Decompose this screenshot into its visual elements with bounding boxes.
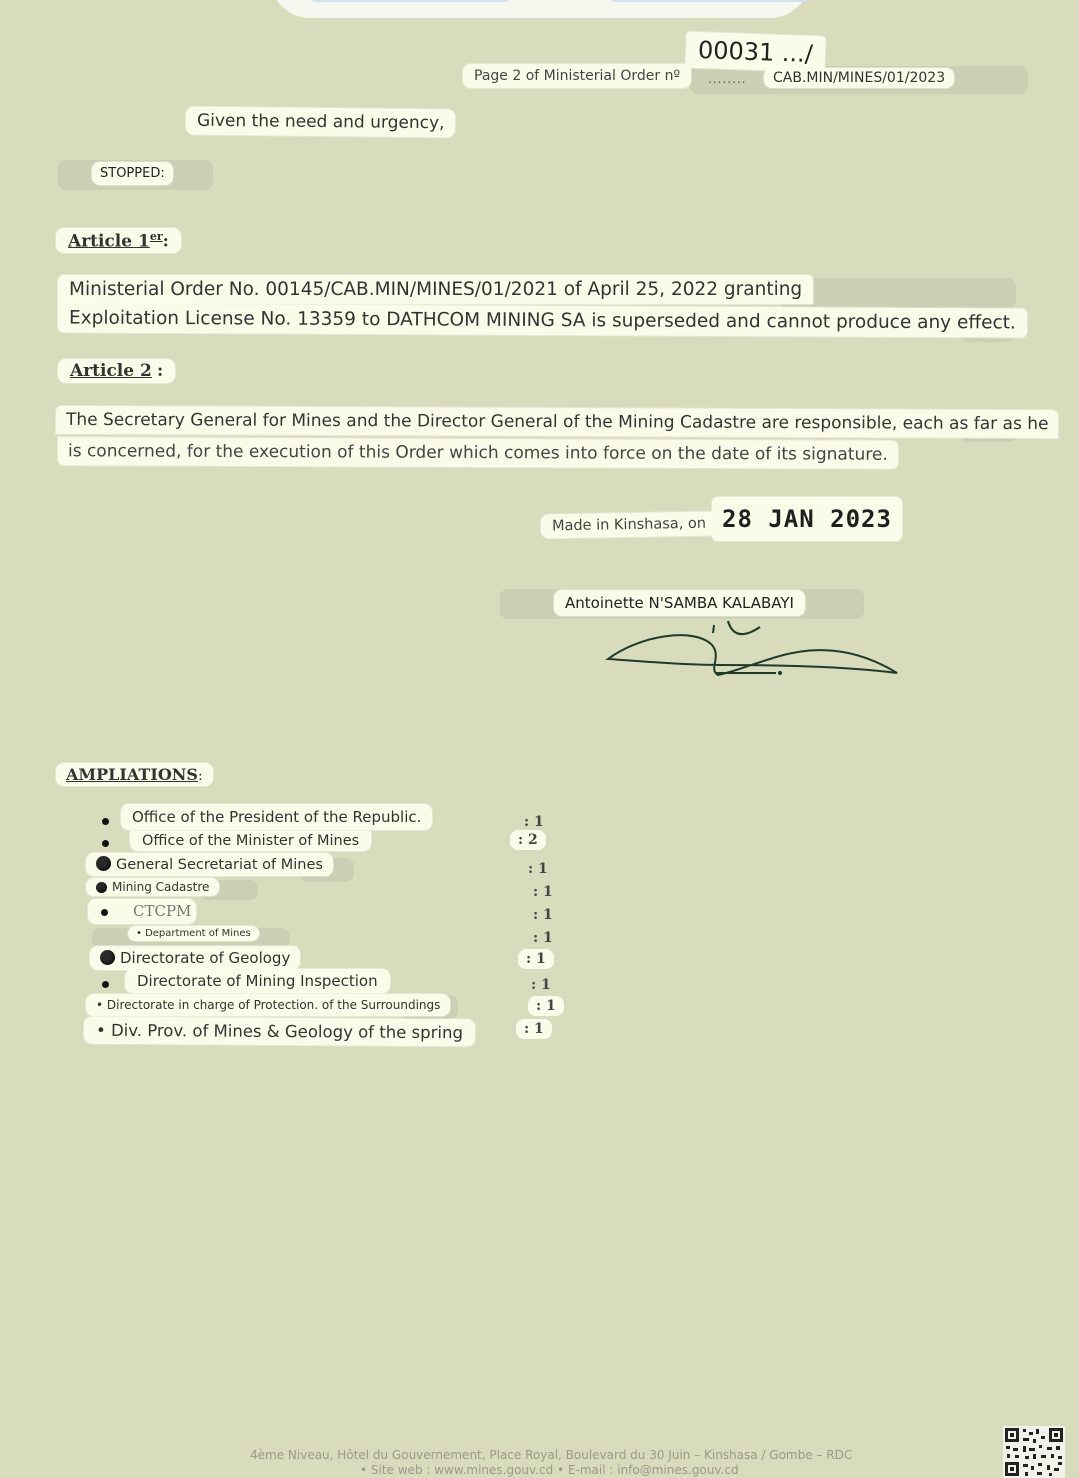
ampliation-count-8: : 1	[528, 996, 564, 1016]
ampliation-item-3-label: Mining Cadastre	[112, 880, 210, 894]
ampliation-count-2: : 1	[528, 861, 548, 877]
ampliation-item-6	[90, 946, 300, 970]
banner-pill-left	[310, 0, 510, 2]
order-suffix: CAB.MIN/MINES/01/2023	[764, 68, 954, 88]
top-banner	[270, 0, 810, 18]
bullet-icon	[102, 818, 109, 825]
bullet-icon	[102, 840, 109, 847]
ampliation-count-1: : 2	[510, 830, 546, 850]
ampliation-item-4-label: CTCPM	[133, 902, 192, 920]
urgency-text: Given the need and urgency,	[186, 107, 456, 138]
article-2-colon: :	[156, 361, 164, 381]
signatory-name: Antoinette N'SAMBA KALABAYI	[554, 590, 805, 616]
bullet-icon	[101, 909, 108, 916]
bullet-icon	[96, 856, 111, 871]
signing-date-stamp	[712, 497, 902, 541]
article-1-colon: :	[162, 231, 169, 252]
bullet-icon	[96, 882, 107, 893]
article-1-line-1: Ministerial Order No. 00145/CAB.MIN/MINES/01/2021 of April 25, 2022 granting	[58, 275, 813, 304]
ampliations-heading	[56, 763, 213, 786]
ampliation-count-4: : 1	[533, 907, 553, 923]
ampliation-item-6-label: Directorate of Geology	[120, 949, 291, 967]
bullet-icon	[102, 981, 109, 988]
ampliation-item-9: • Div. Prov. of Mines & Geology of the spring	[84, 1017, 475, 1047]
signing-date: 28 JAN 2023	[722, 505, 892, 533]
article-2-heading	[58, 359, 175, 383]
stopped-label: STOPPED:	[92, 162, 173, 185]
page-label: Page 2 of Ministerial Order nº	[463, 64, 691, 88]
banner-pill-right	[610, 0, 810, 2]
signing-place: Made in Kinshasa, on	[541, 511, 717, 538]
signature-icon	[600, 615, 910, 690]
qr-code-icon	[1003, 1426, 1065, 1478]
ampliation-count-5: : 1	[533, 930, 553, 946]
article-2-line-1: The Secretary General for Mines and the Director General of the Mining Cadastre are responsible, each as far as he	[56, 406, 1059, 438]
order-dots: ........	[708, 72, 747, 86]
ampliation-count-6: : 1	[518, 949, 554, 969]
ampliation-count-9: : 1	[516, 1019, 552, 1039]
ampliations-title: AMPLIATIONS	[66, 765, 198, 784]
ampliation-item-5: • Department of Mines	[128, 926, 259, 941]
footer-address: 4ème Niveau, Hôtel du Gouvernement, Place Royal, Boulevard du 30 Juin – Kinshasa / Gombe – RDC	[250, 1448, 853, 1462]
article-2-title: Article 2	[70, 361, 152, 381]
article-2-line-2: is concerned, for the execution of this Order which comes into force on the date of its signature.	[58, 437, 898, 469]
article-1-line-2: Exploitation License No. 13359 to DATHCOM MINING SA is superseded and cannot produce any effect.	[58, 303, 1027, 337]
ampliations-colon: :	[197, 768, 203, 784]
ampliation-item-3	[86, 878, 219, 896]
ampliation-item-2	[86, 853, 333, 876]
ampliation-count-7: : 1	[531, 977, 551, 993]
ampliation-item-1: Office of the Minister of Mines	[130, 831, 371, 851]
ampliation-count-3: : 1	[533, 884, 553, 900]
article-1-ghost-1	[780, 278, 1016, 308]
article-1-heading	[56, 228, 181, 253]
ampliation-item-7: Directorate of Mining Inspection	[125, 969, 390, 993]
ampliation-item-4	[88, 899, 196, 924]
article-1-title: Article 1	[68, 231, 150, 252]
ampliation-item-8: • Directorate in charge of Protection. of the Surroundings	[86, 994, 450, 1016]
ampliation-item-0: Office of the President of the Republic.	[121, 804, 432, 830]
ampliation-count-0: : 1	[524, 814, 544, 830]
ampliation-item-2-label: General Secretariat of Mines	[116, 857, 323, 873]
article-1-sup: er	[149, 230, 163, 243]
bullet-icon	[100, 950, 115, 965]
footer-web: • Site web : www.mines.gouv.cd • E-mail : info@mines.gouv.cd	[360, 1463, 739, 1477]
order-number: 00031 .../	[685, 32, 825, 73]
